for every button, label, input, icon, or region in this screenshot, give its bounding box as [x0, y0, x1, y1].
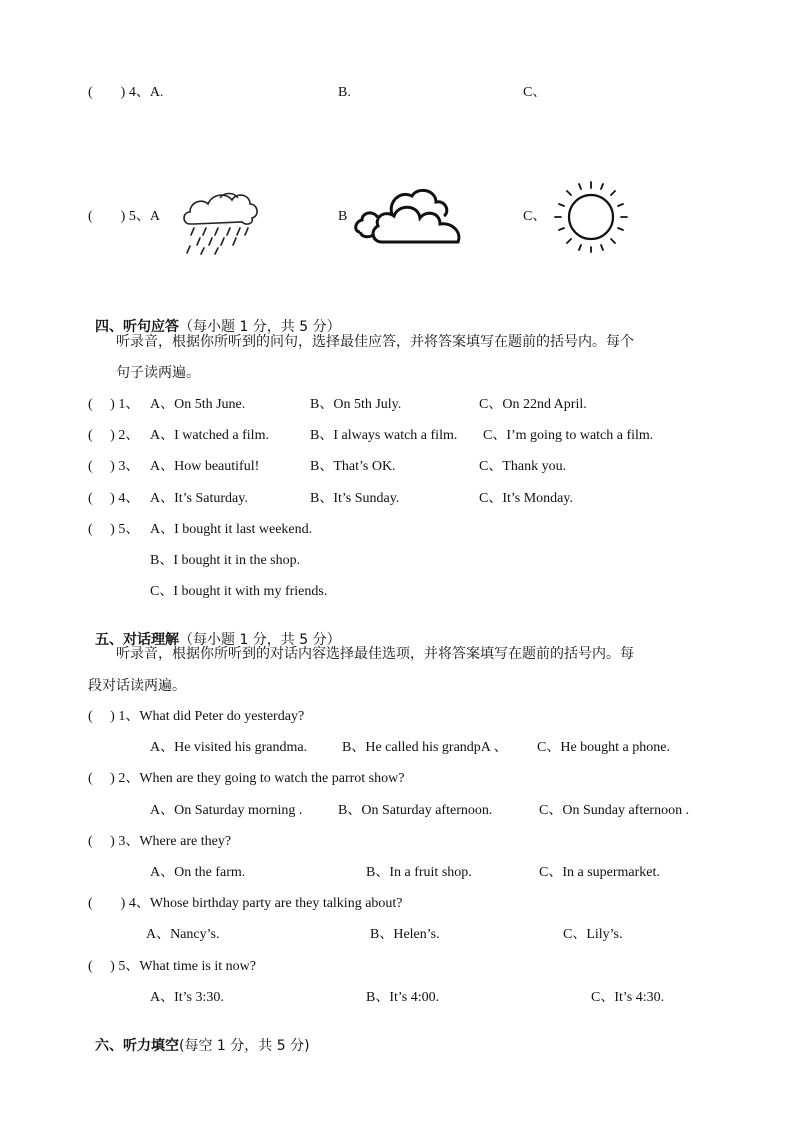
section5-instruction-line2: 段对话读两遍。	[88, 678, 186, 694]
sun-icon	[553, 180, 631, 254]
q5-option-b: B	[338, 209, 348, 224]
s5-item3-option-b: B、In a fruit shop.	[366, 865, 472, 880]
s4-item3-option-a: A、How beautiful!	[150, 459, 260, 474]
s5-item1-question: ( ) 1、What did Peter do yesterday?	[88, 709, 305, 724]
s5-item2-question: ( ) 2、When are they going to watch the parrot show?	[88, 771, 405, 786]
s4-item1-option-a: A、On 5th June.	[150, 397, 246, 412]
s5-item4-option-b: B、Helen’s.	[370, 927, 440, 942]
s4-item3-number: ( ) 3、	[88, 459, 140, 474]
section4-instruction-line2: 句子读两遍。	[116, 365, 200, 381]
section6-heading: 六、听力填空	[95, 1038, 179, 1054]
s4-item2-number: ( ) 2、	[88, 428, 140, 443]
s5-item2-option-a: A、On Saturday morning .	[150, 803, 303, 818]
s4-item5-number: ( ) 5、	[88, 522, 140, 537]
section5-score: （每小题 1 分，共 5 分）	[179, 632, 341, 648]
rain-cloud-icon	[180, 188, 260, 256]
s4-item4-option-c: C、It’s Monday.	[479, 491, 573, 506]
s5-item4-option-c: C、Lily’s.	[563, 927, 623, 942]
s5-item2-option-b: B、On Saturday afternoon.	[338, 803, 493, 818]
s4-item5-option-b: B、I bought it in the shop.	[150, 553, 301, 568]
s4-item4-option-a: A、It’s Saturday.	[150, 491, 248, 506]
s4-item3-option-c: C、Thank you.	[479, 459, 567, 474]
s5-item4-question: ( ) 4、Whose birthday party are they talking about?	[88, 896, 403, 911]
q4-number: ( ) 4、A.	[88, 85, 164, 100]
s5-item5-option-b: B、It’s 4:00.	[366, 990, 440, 1005]
s5-item5-option-c: C、It’s 4:30.	[591, 990, 665, 1005]
section4-title	[88, 300, 341, 337]
section4-heading: 四、听句应答	[95, 319, 179, 335]
section6-score: (每空 1 分，共 5 分)	[179, 1038, 310, 1054]
q4-option-b: B.	[338, 85, 351, 100]
s5-item3-question: ( ) 3、Where are they?	[88, 834, 232, 849]
s5-item1-option-a: A、He visited his grandma.	[150, 740, 308, 755]
q5-option-c: C、	[523, 209, 547, 224]
s5-item5-option-a: A、It’s 3:30.	[150, 990, 224, 1005]
s5-item1-option-b: B、He called his grandpA 、	[342, 740, 508, 755]
section4-score: （每小题 1 分，共 5 分）	[179, 319, 341, 335]
s4-item3-option-b: B、That’s OK.	[310, 459, 396, 474]
s4-item2-option-c: C、I’m going to watch a film.	[483, 428, 654, 443]
s4-item4-number: ( ) 4、	[88, 491, 140, 506]
s5-item2-option-c: C、On Sunday afternoon .	[539, 803, 690, 818]
s4-item5-option-c: C、I bought it with my friends.	[150, 584, 328, 599]
q4-option-c: C、	[523, 85, 547, 100]
s4-item5-option-a: A、I bought it last weekend.	[150, 522, 313, 537]
s4-item1-option-c: C、On 22nd April.	[479, 397, 587, 412]
s5-item3-option-a: A、On the farm.	[150, 865, 246, 880]
section4-instruction-line1: 听录音，根据你所听到的问句，选择最佳应答，并将答案填写在题前的括号内。每个	[116, 334, 634, 350]
cloud-icon	[352, 188, 464, 248]
section5-heading: 五、对话理解	[95, 632, 179, 648]
s5-item1-option-c: C、He bought a phone.	[537, 740, 670, 755]
s5-item4-option-a: A、Nancy’s.	[146, 927, 220, 942]
section6-title	[88, 1019, 310, 1056]
s4-item4-option-b: B、It’s Sunday.	[310, 491, 400, 506]
q5-number: ( ) 5、A	[88, 209, 160, 224]
section5-instruction-line1: 听录音，根据你所听到的对话内容选择最佳选项，并将答案填写在题前的括号内。每	[116, 646, 634, 662]
s4-item1-option-b: B、On 5th July.	[310, 397, 402, 412]
s4-item2-option-b: B、I always watch a film.	[310, 428, 458, 443]
s4-item1-number: ( ) 1、	[88, 397, 140, 412]
s4-item2-option-a: A、I watched a film.	[150, 428, 269, 443]
s5-item3-option-c: C、In a supermarket.	[539, 865, 660, 880]
s5-item5-question: ( ) 5、What time is it now?	[88, 959, 256, 974]
